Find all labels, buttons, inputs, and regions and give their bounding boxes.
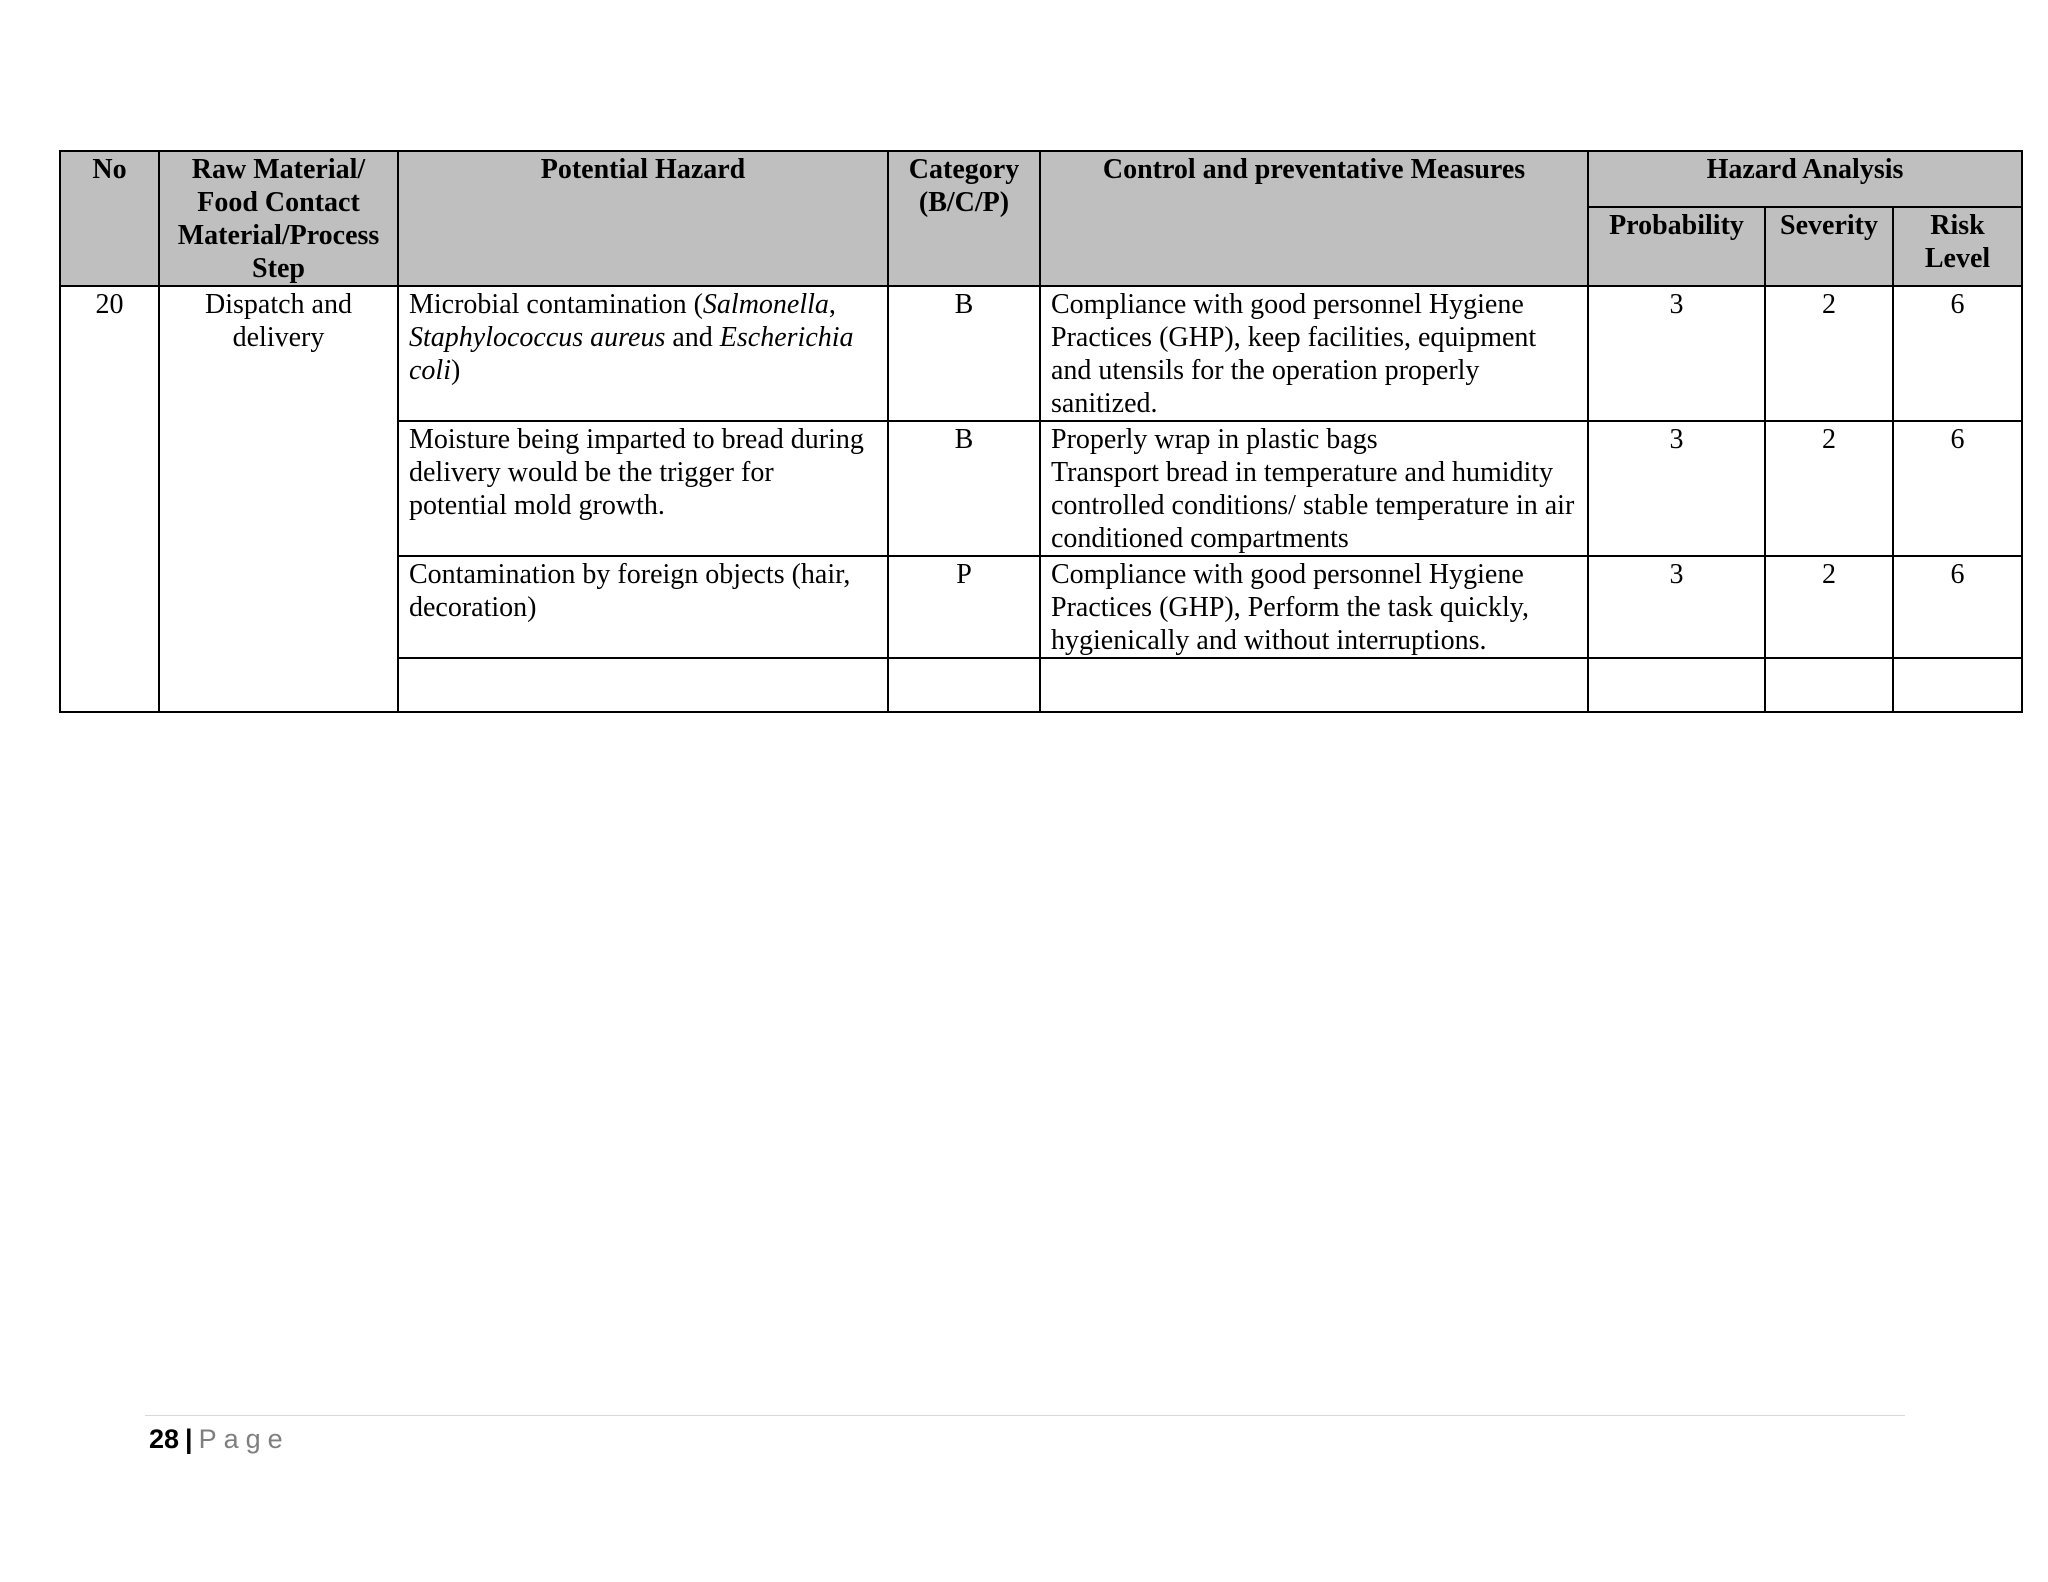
empty-cell	[888, 658, 1040, 712]
header-row	[60, 151, 2022, 207]
header-risk-level: Risk Level	[1893, 207, 2022, 286]
header-probability: Probability	[1588, 207, 1765, 286]
control-cell: Compliance with good personnel Hygiene Practices (GHP), keep facilities, equipment and utensils for the operation properly sanitized.	[1040, 286, 1588, 421]
page-number: 28	[149, 1424, 180, 1454]
haccp-hazard-table	[59, 150, 2023, 713]
severity-cell: 2	[1765, 556, 1893, 658]
severity-cell: 2	[1765, 286, 1893, 421]
header-severity: Severity	[1765, 207, 1893, 286]
control-cell: Compliance with good personnel Hygiene Practices (GHP), Perform the task quickly, hygienically and without interruptions.	[1040, 556, 1588, 658]
probability-cell: 3	[1588, 556, 1765, 658]
empty-cell	[1040, 658, 1588, 712]
header-hazard-analysis: Hazard Analysis	[1588, 151, 2022, 207]
header-no: No	[60, 151, 159, 286]
category-cell: B	[888, 286, 1040, 421]
control-line: Properly wrap in plastic bags	[1051, 424, 1378, 455]
page-footer	[149, 1422, 290, 1456]
hazard-cell: Microbial contamination (Salmonella, Staphylococcus aureus and Escherichia coli)	[398, 286, 888, 421]
category-cell: B	[888, 421, 1040, 556]
table-row	[60, 286, 2022, 421]
probability-cell: 3	[1588, 286, 1765, 421]
hazard-cell: Moisture being imparted to bread during delivery would be the trigger for potential mold growth.	[398, 421, 888, 556]
probability-cell: 3	[1588, 421, 1765, 556]
header-potential-hazard: Potential Hazard	[398, 151, 888, 286]
empty-cell	[1765, 658, 1893, 712]
empty-cell	[1893, 658, 2022, 712]
risk-level-cell: 6	[1893, 421, 2022, 556]
step-number: 20	[60, 286, 159, 712]
header-control-measures: Control and preventative Measures	[1040, 151, 1588, 286]
empty-cell	[1588, 658, 1765, 712]
step-name: Dispatch and delivery	[159, 286, 398, 712]
risk-level-cell: 6	[1893, 286, 2022, 421]
page-label: Page	[198, 1424, 290, 1454]
category-cell: P	[888, 556, 1040, 658]
empty-cell	[398, 658, 888, 712]
hazard-cell: Contamination by foreign objects (hair, decoration)	[398, 556, 888, 658]
severity-cell: 2	[1765, 421, 1893, 556]
footer-divider	[145, 1415, 1905, 1416]
footer-separator: |	[185, 1424, 193, 1454]
risk-level-cell: 6	[1893, 556, 2022, 658]
header-category: Category (B/C/P)	[888, 151, 1040, 286]
control-line: Transport bread in temperature and humidity controlled conditions/ stable temperature in air conditioned compartments	[1051, 457, 1575, 554]
control-cell	[1040, 421, 1588, 556]
header-raw-material: Raw Material/ Food Contact Material/Process Step	[159, 151, 398, 286]
